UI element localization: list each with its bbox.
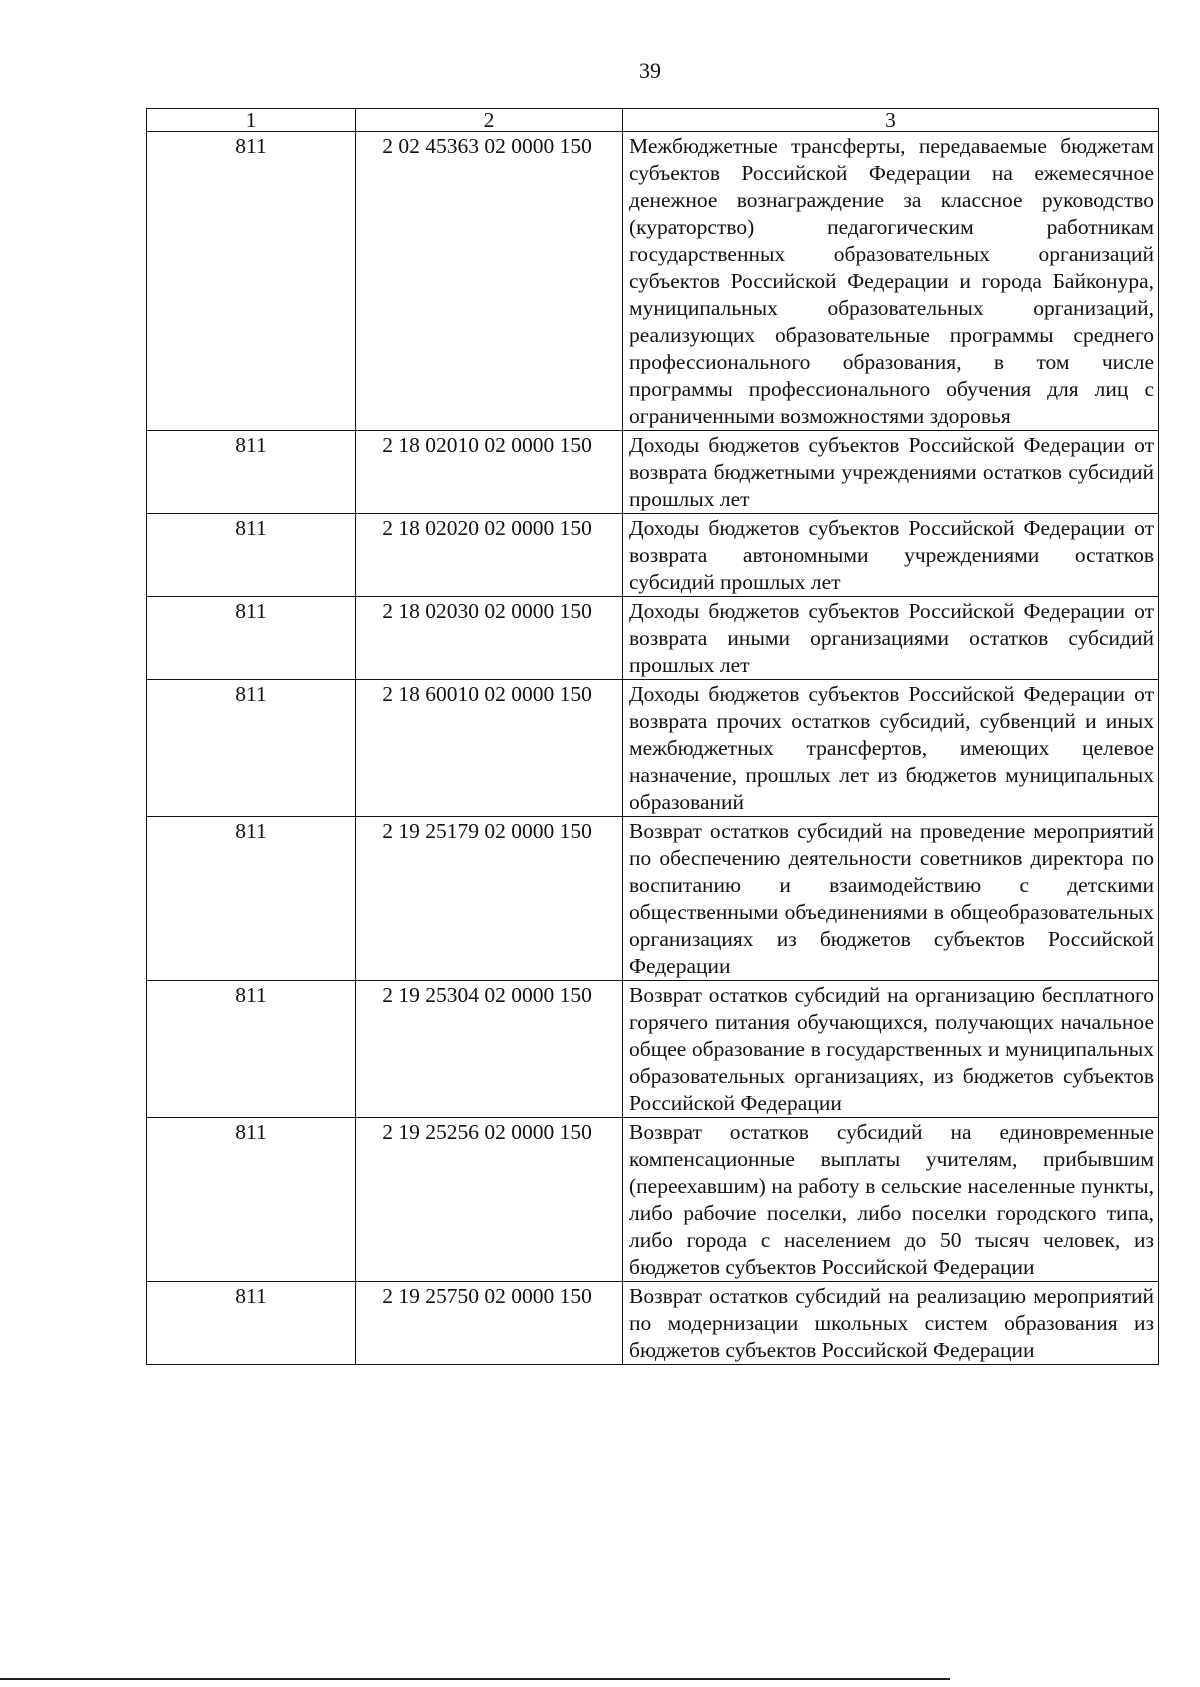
budget-code-cell: 2 19 25179 02 0000 150 bbox=[356, 817, 623, 981]
bottom-divider bbox=[0, 1678, 950, 1680]
table-header-row bbox=[147, 109, 1159, 132]
budget-code-cell: 2 19 25256 02 0000 150 bbox=[356, 1118, 623, 1282]
revenue-codes-table bbox=[146, 108, 1159, 1365]
admin-code-cell: 811 bbox=[147, 817, 356, 981]
admin-code-cell: 811 bbox=[147, 1118, 356, 1282]
revenue-name-cell: Возврат остатков субсидий на реализацию мероприятий по модернизации школьных систем образования из бюджетов субъектов Российской Федерации bbox=[623, 1282, 1159, 1365]
table-row bbox=[147, 431, 1159, 514]
budget-code-cell: 2 18 02020 02 0000 150 bbox=[356, 514, 623, 597]
page-number: 39 bbox=[639, 58, 661, 83]
table-row bbox=[147, 597, 1159, 680]
admin-code-cell: 811 bbox=[147, 1282, 356, 1365]
revenue-name-cell: Межбюджетные трансферты, передаваемые бюджетам субъектов Российской Федерации на ежемесячное денежное вознаграждение за классное руководство (кураторство) педагогическим работникам государственных образовательных организаций субъектов Российской Федерации и города Байконура, муниципальных образовательных организаций, реализующих образовательные программы среднего профессионального образования, в том числе программы профессионального обучения для лиц с ограниченными возможностями здоровья bbox=[623, 132, 1159, 431]
column-header-3: 3 bbox=[623, 109, 1159, 132]
budget-code-cell: 2 18 02010 02 0000 150 bbox=[356, 431, 623, 514]
admin-code-cell: 811 bbox=[147, 132, 356, 431]
table-row bbox=[147, 514, 1159, 597]
budget-code-cell: 2 18 02030 02 0000 150 bbox=[356, 597, 623, 680]
column-header-2: 2 bbox=[356, 109, 623, 132]
revenue-name-cell: Доходы бюджетов субъектов Российской Федерации от возврата иными организациями остатков субсидий прошлых лет bbox=[623, 597, 1159, 680]
admin-code-cell: 811 bbox=[147, 597, 356, 680]
admin-code-cell: 811 bbox=[147, 431, 356, 514]
table-row bbox=[147, 1118, 1159, 1282]
revenue-name-cell: Возврат остатков субсидий на организацию бесплатного горячего питания обучающихся, получающих начальное общее образование в государственных и муниципальных образовательных организациях, из бюджетов субъектов Российской Федерации bbox=[623, 981, 1159, 1118]
table-row bbox=[147, 132, 1159, 431]
budget-code-cell: 2 18 60010 02 0000 150 bbox=[356, 680, 623, 817]
table-row bbox=[147, 680, 1159, 817]
revenue-name-cell: Доходы бюджетов субъектов Российской Федерации от возврата автономными учреждениями остатков субсидий прошлых лет bbox=[623, 514, 1159, 597]
table-row bbox=[147, 981, 1159, 1118]
table-row bbox=[147, 1282, 1159, 1365]
revenue-name-cell: Возврат остатков субсидий на единовременные компенсационные выплаты учителям, прибывшим (переехавшим) на работу в сельские населенные пункты, либо рабочие поселки, либо поселки городского типа, либо города с населением до 50 тысяч человек, из бюджетов субъектов Российской Федерации bbox=[623, 1118, 1159, 1282]
budget-code-cell: 2 02 45363 02 0000 150 bbox=[356, 132, 623, 431]
column-header-1: 1 bbox=[147, 109, 356, 132]
admin-code-cell: 811 bbox=[147, 514, 356, 597]
admin-code-cell: 811 bbox=[147, 680, 356, 817]
table-row bbox=[147, 817, 1159, 981]
revenue-name-cell: Возврат остатков субсидий на проведение мероприятий по обеспечению деятельности советников директора по воспитанию и взаимодействию с детскими общественными объединениями в общеобразовательных организациях из бюджетов субъектов Российской Федерации bbox=[623, 817, 1159, 981]
admin-code-cell: 811 bbox=[147, 981, 356, 1118]
budget-code-cell: 2 19 25750 02 0000 150 bbox=[356, 1282, 623, 1365]
revenue-name-cell: Доходы бюджетов субъектов Российской Федерации от возврата прочих остатков субсидий, субвенций и иных межбюджетных трансфертов, имеющих целевое назначение, прошлых лет из бюджетов муниципальных образований bbox=[623, 680, 1159, 817]
budget-code-cell: 2 19 25304 02 0000 150 bbox=[356, 981, 623, 1118]
revenue-name-cell: Доходы бюджетов субъектов Российской Федерации от возврата бюджетными учреждениями остатков субсидий прошлых лет bbox=[623, 431, 1159, 514]
